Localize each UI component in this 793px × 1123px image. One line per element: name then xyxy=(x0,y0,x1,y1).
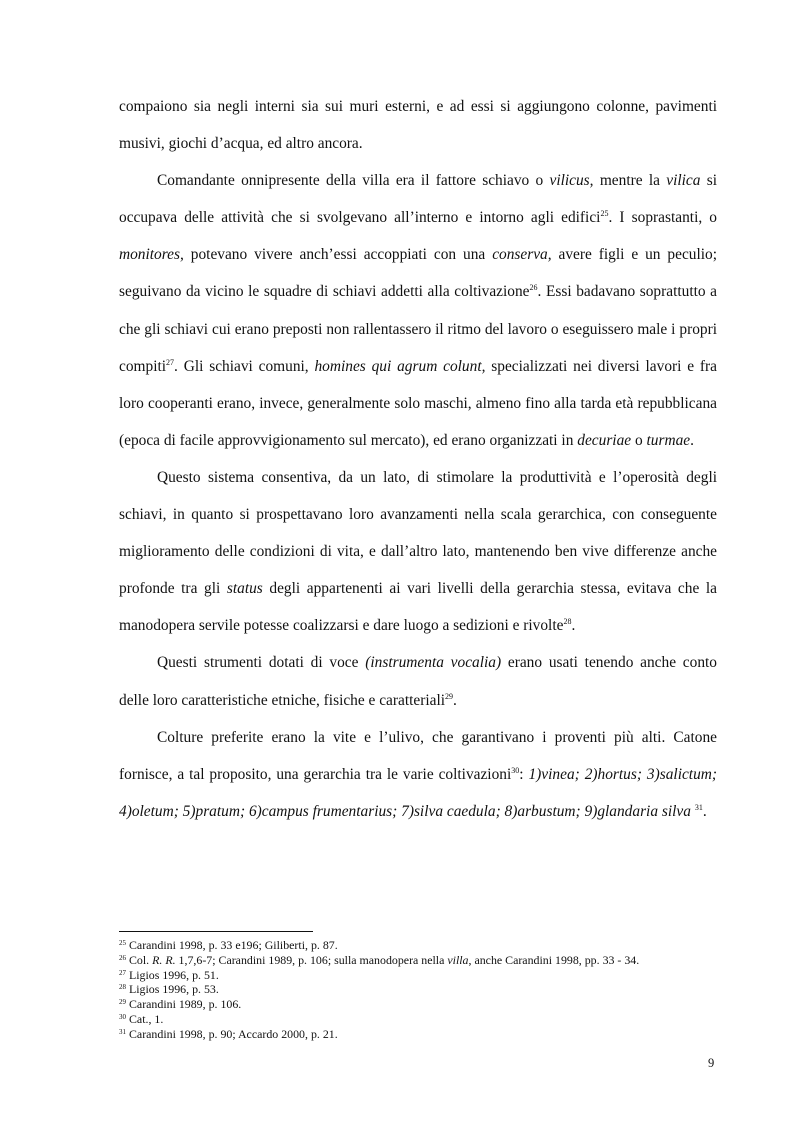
footnote-26 xyxy=(119,953,719,968)
italic-text: (instrumenta vocalia) xyxy=(365,654,502,672)
page-number: 9 xyxy=(708,1056,715,1070)
text-run: erano usati tenendo anche conto delle loro caratteristiche etniche, fisiche e caratteriali xyxy=(119,654,717,709)
footnote-ref: 28 xyxy=(563,617,572,627)
italic-text: conserva, xyxy=(492,246,552,264)
footnote-number: 27 xyxy=(119,968,126,977)
text-run: compaiono sia negli interni sia sui muri esterni, e ad essi si aggiungono colonne, pavimenti musivi, giochi d’acqua, ed altro ancora. xyxy=(119,98,717,153)
footnote-number: 29 xyxy=(119,998,126,1007)
text-run: . Essi badavano soprattutto a che gli schiavi cui erano preposti non rallentassero il ritmo del lavoro o eseguissero male i propri compiti xyxy=(119,283,717,375)
text-run: specializzati nei diversi lavori e fra loro cooperanti erano, invece, generalmente solo maschi, almeno fino alla tarda età repubblicana (epoca di facile approvvigionamento sul mercato), ed erano organizzati in xyxy=(119,357,717,449)
footnote-number: 30 xyxy=(119,1012,126,1021)
text-run: . Gli schiavi comuni, xyxy=(174,357,315,375)
text-run: Questo sistema consentiva, da un lato, di stimolare la produttività e l’operosità degli schiavi, in quanto si prospettavano loro avanzamenti nella scala gerarchica, con conseguente miglioramento delle condizioni di vita, e dall’altro lato, mantenendo ben vive differenze anche profonde tra gli xyxy=(119,468,717,598)
italic-text: decuriae xyxy=(577,431,632,449)
italic-text: vilica xyxy=(666,172,701,190)
footnote-25 xyxy=(119,938,719,953)
text-run: Ligios 1996, p. 51. xyxy=(128,967,219,982)
footnote-separator xyxy=(119,931,313,932)
footnote-28 xyxy=(119,982,719,997)
footnote-number: 31 xyxy=(119,1027,126,1036)
footnote-ref: 27 xyxy=(166,357,175,367)
text-run: Carandini 1989, p. 106. xyxy=(128,997,242,1012)
text-run: 1,7,6-7; Carandini 1989, p. 106; sulla manodopera nella xyxy=(175,952,448,967)
text-run: Questi strumenti dotati di voce xyxy=(157,654,366,672)
footnote-29 xyxy=(119,997,719,1012)
text-run: Carandini 1998, p. 90; Accardo 2000, p. 21. xyxy=(128,1026,338,1041)
text-run: . xyxy=(690,431,694,449)
italic-text: turmae xyxy=(646,431,691,449)
italic-text: homines qui agrum colunt, xyxy=(314,357,486,375)
text-run: Ligios 1996, p. 53. xyxy=(128,982,219,997)
footnote-number: 26 xyxy=(119,953,126,962)
italic-text: status xyxy=(226,580,263,598)
text-run: . xyxy=(571,617,576,635)
paragraph-2 xyxy=(119,162,717,459)
text-run: potevano vivere anch’essi accoppiati con una xyxy=(183,246,493,264)
paragraph-1 xyxy=(119,88,717,162)
italic-text: R. R. xyxy=(152,952,176,967)
text-run: Cat., 1. xyxy=(128,1011,164,1026)
footnote-27 xyxy=(119,968,719,983)
text-run: . xyxy=(453,691,457,709)
footnote-number: 28 xyxy=(119,983,126,992)
footnotes xyxy=(119,938,719,1042)
footnote-ref: 26 xyxy=(529,283,538,293)
text-run: avere figli e un peculio; seguivano da vicino le squadre di schiavi addetti alla coltivazione xyxy=(119,246,718,301)
body-text xyxy=(119,88,717,830)
text-run: , anche Carandini 1998, pp. 33 - 34. xyxy=(468,952,640,967)
footnote-number: 25 xyxy=(119,939,126,947)
paragraph-5 xyxy=(119,719,717,830)
italic-text: vilicus, xyxy=(549,172,594,190)
footnote-31 xyxy=(119,1027,719,1042)
footnote-ref: 29 xyxy=(445,691,454,701)
footnote-ref: 30 xyxy=(511,765,520,775)
footnote-30 xyxy=(119,1012,719,1027)
paragraph-3 xyxy=(119,459,717,644)
text-run: . xyxy=(702,802,707,820)
text-run: o xyxy=(631,431,647,449)
text-run: mentre la xyxy=(593,172,667,190)
text-run: Carandini 1998, p. 33 e196; Giliberti, p. 87. xyxy=(128,938,338,952)
paragraph-4 xyxy=(119,644,717,718)
text-run: Comandante onnipresente della villa era il fattore schiavo o xyxy=(157,172,550,190)
footnote-ref: 25 xyxy=(600,209,609,219)
italic-text: 1)vinea; 2)hortus; 3)salictum; 4)oletum; 5)pratum; 6)campus frumentarius; 7)silva caedula; 8)arbustum; 9)glandaria silva xyxy=(119,765,718,820)
text-run: si occupava delle attività che si svolgevano all’interno e intorno agli edifici xyxy=(119,172,717,227)
footnote-ref: 31 xyxy=(694,802,703,812)
text-run: Colture preferite erano la vite e l’ulivo, che garantivano i proventi più alti. Catone fornisce, a tal proposito, una gerarchia tra le varie coltivazioni xyxy=(119,728,717,783)
italic-text: villa xyxy=(447,952,469,967)
text-run: Col. xyxy=(128,952,153,967)
text-run: : xyxy=(519,765,529,783)
text-run: . I soprastanti, o xyxy=(608,209,718,227)
italic-text: monitores, xyxy=(119,246,184,264)
text-run: degli appartenenti ai vari livelli della gerarchia stessa, evitava che la manodopera servile potesse coalizzarsi e dare luogo a sedizioni e rivolte xyxy=(119,580,717,635)
